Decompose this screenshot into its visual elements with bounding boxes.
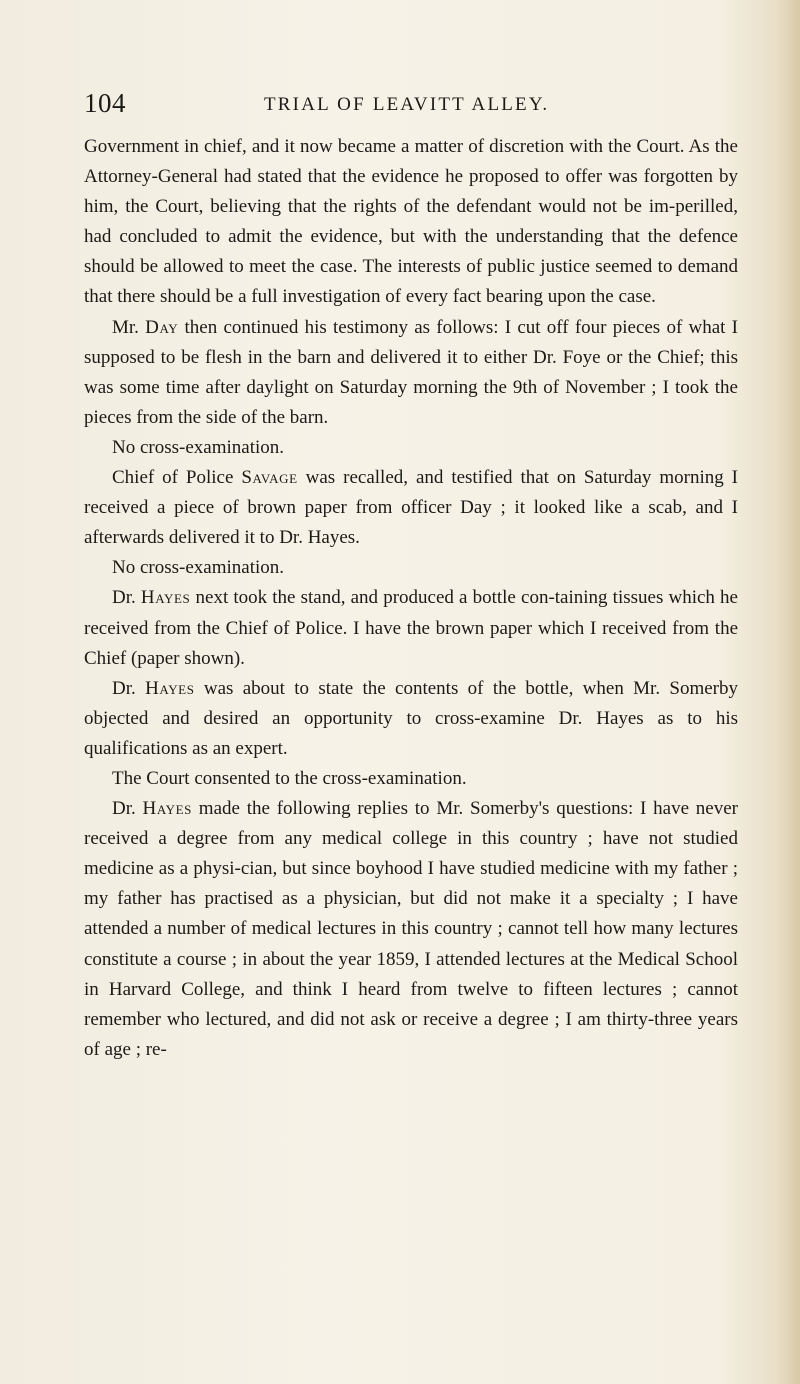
paragraph-text: was about to state the contents of the bottle, when Mr. Somerby objected and desired an opportunity to cross-examine Dr. Hayes as to his qualifications as an expert. [84, 677, 738, 759]
paragraph [84, 553, 738, 583]
paragraph-text: Government in chief, and it now became a matter of discretion with the Court. As the Attorney-General had stated that the evidence he proposed to offer was forgotten by him, the Court, believing that the rights of the defendant would not be im-perilled, had concluded to admit the evidence, but with the understanding that the defence should be allowed to meet the case. The interests of public justice seemed to demand that there should be a full investigation of every fact bearing upon the case. [84, 136, 738, 308]
witness-name: Day [145, 316, 179, 338]
witness-name: Hayes [145, 677, 195, 699]
paragraph [84, 463, 738, 553]
paragraph-text: made the following replies to Mr. Somerby's questions: I have never received a degree from any medical college in this country ; have not studied medicine as a physi-cian, but since boyhood I have studied medicine with my father ; my father has practised as a physician, but did not make it a specialty ; I have attended a number of medical lectures in this country ; cannot tell how many lectures constitute a course ; in about the year 1859, I attended lectures at the Medical School in Harvard College, and think I heard from twelve to fifteen lectures ; cannot remember who lectured, and did not ask or receive a degree ; I am thirty-three years of age ; re- [84, 798, 738, 1060]
paragraph-text: No cross-examination. [112, 436, 285, 458]
page-number: 104 [84, 88, 126, 118]
witness-name: Hayes [142, 798, 193, 820]
paragraph-text: next took the stand, and produced a bottle con-taining tissues which he received from the Chief of Police. I have the brown paper which I received from the Chief (paper shown). [84, 587, 738, 669]
page-header [84, 88, 744, 128]
paragraph-text: The Court consented to the cross-examination. [112, 767, 467, 789]
paragraph [84, 433, 738, 463]
paragraph-lead: Chief of Police [112, 467, 242, 489]
paragraph-text: then continued his testimony as follows: I cut off four pieces of what I supposed to be flesh in the barn and delivered it to either Dr. Foye or the Chief; this was some time after daylight on Saturday morning the 9th of November ; I took the pieces from the side of the barn. [84, 316, 738, 428]
paragraph [84, 794, 738, 1065]
paragraph-lead: Dr. [112, 587, 141, 609]
running-title: TRIAL OF LEAVITT ALLEY. [264, 94, 550, 115]
witness-name: Hayes [140, 587, 191, 609]
paragraph [84, 764, 738, 794]
paragraph-text: No cross-examination. [112, 557, 285, 579]
paragraph-lead: Dr. [112, 677, 146, 699]
paragraph [84, 313, 738, 433]
paragraph [84, 132, 738, 313]
body-text [84, 132, 738, 1065]
paragraph-lead: Mr. [112, 316, 146, 338]
paragraph [84, 583, 738, 673]
paragraph [84, 674, 738, 764]
paragraph-lead: Dr. [112, 798, 143, 820]
witness-name: Savage [241, 467, 298, 489]
paragraph-text: was recalled, and testified that on Saturday morning I received a piece of brown paper from officer Day ; it looked like a scab, and I afterwards delivered it to Dr. Hayes. [84, 467, 738, 549]
